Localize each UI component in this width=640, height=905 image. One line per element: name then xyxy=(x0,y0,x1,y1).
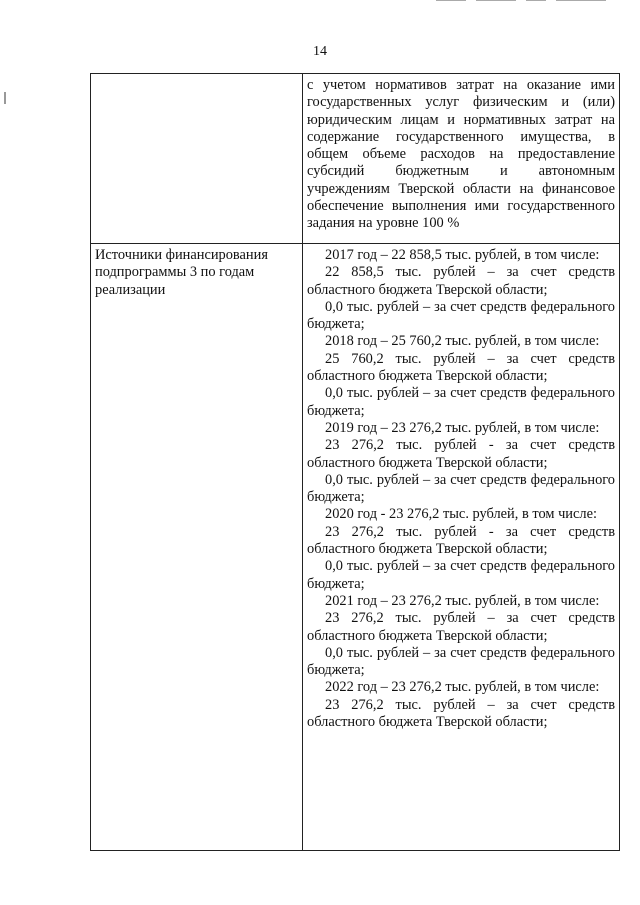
page-number: 14 xyxy=(313,44,327,59)
funding-sources-values xyxy=(303,244,620,851)
funding-paragraph: 2019 год – 23 276,2 тыс. рублей, в том числе: xyxy=(325,419,600,436)
scan-edge-marks xyxy=(426,0,626,6)
funding-paragraph: 22 858,5 тыс. рублей – за счет средств областного бюджета Тверской области; xyxy=(307,264,615,298)
funding-paragraph: 0,0 тыс. рублей – за счет средств федерального бюджета; xyxy=(307,558,615,592)
funding-paragraph: 0,0 тыс. рублей – за счет средств федерального бюджета; xyxy=(307,298,615,333)
funding-paragraph: 25 760,2 тыс. рублей – за счет средств областного бюджета Тверской области; xyxy=(307,350,615,385)
funding-paragraph: 2022 год – 23 276,2 тыс. рублей, в том числе: xyxy=(325,679,600,696)
row1-right-cell xyxy=(303,74,620,244)
funding-paragraph: 23 276,2 тыс. рублей - за счет средств областного бюджета Тверской области; xyxy=(307,523,615,558)
table-row xyxy=(91,244,620,851)
funding-paragraph: 23 276,2 тыс. рублей – за счет средств областного бюджета Тверской области; xyxy=(307,610,615,644)
funding-paragraph: 2021 год – 23 276,2 тыс. рублей, в том числе: xyxy=(325,592,600,609)
funding-paragraph: 23 276,2 тыс. рублей - за счет средств областного бюджета Тверской области; xyxy=(307,437,615,471)
funding-paragraph: 23 276,2 тыс. рублей – за счет средств областного бюджета Тверской области; xyxy=(307,696,615,731)
passport-table xyxy=(90,73,620,851)
funding-paragraph: 2018 год – 25 760,2 тыс. рублей, в том числе: xyxy=(325,333,600,350)
funding-paragraph: 2020 год - 23 276,2 тыс. рублей, в том числе: xyxy=(325,506,597,523)
table-row xyxy=(91,74,620,244)
funding-paragraph: 2017 год – 22 858,5 тыс. рублей, в том числе: xyxy=(325,247,600,263)
funding-paragraph: 0,0 тыс. рублей – за счет средств федерального бюджета; xyxy=(307,644,615,679)
funding-sources-label: Источники финансирования подпрограммы 3 по годам реализации xyxy=(91,244,303,851)
row1-text: с учетом нормативов затрат на оказание ими государственных услуг физическим и (или) юридическим лицам и нормативных затрат на содержание государственного имущества, в общем объеме расходов на предоставление субсидий бюджетным и автономным учреждениям Тверской области на финансовое обеспечение выполнения ими государственного задания на уровне 100 % xyxy=(307,77,615,232)
funding-paragraph: 0,0 тыс. рублей – за счет средств федерального бюджета; xyxy=(307,471,615,506)
funding-paragraph: 0,0 тыс. рублей – за счет средств федерального бюджета; xyxy=(307,385,615,419)
scan-edge-mark xyxy=(4,92,6,104)
row1-left-cell xyxy=(91,74,303,244)
